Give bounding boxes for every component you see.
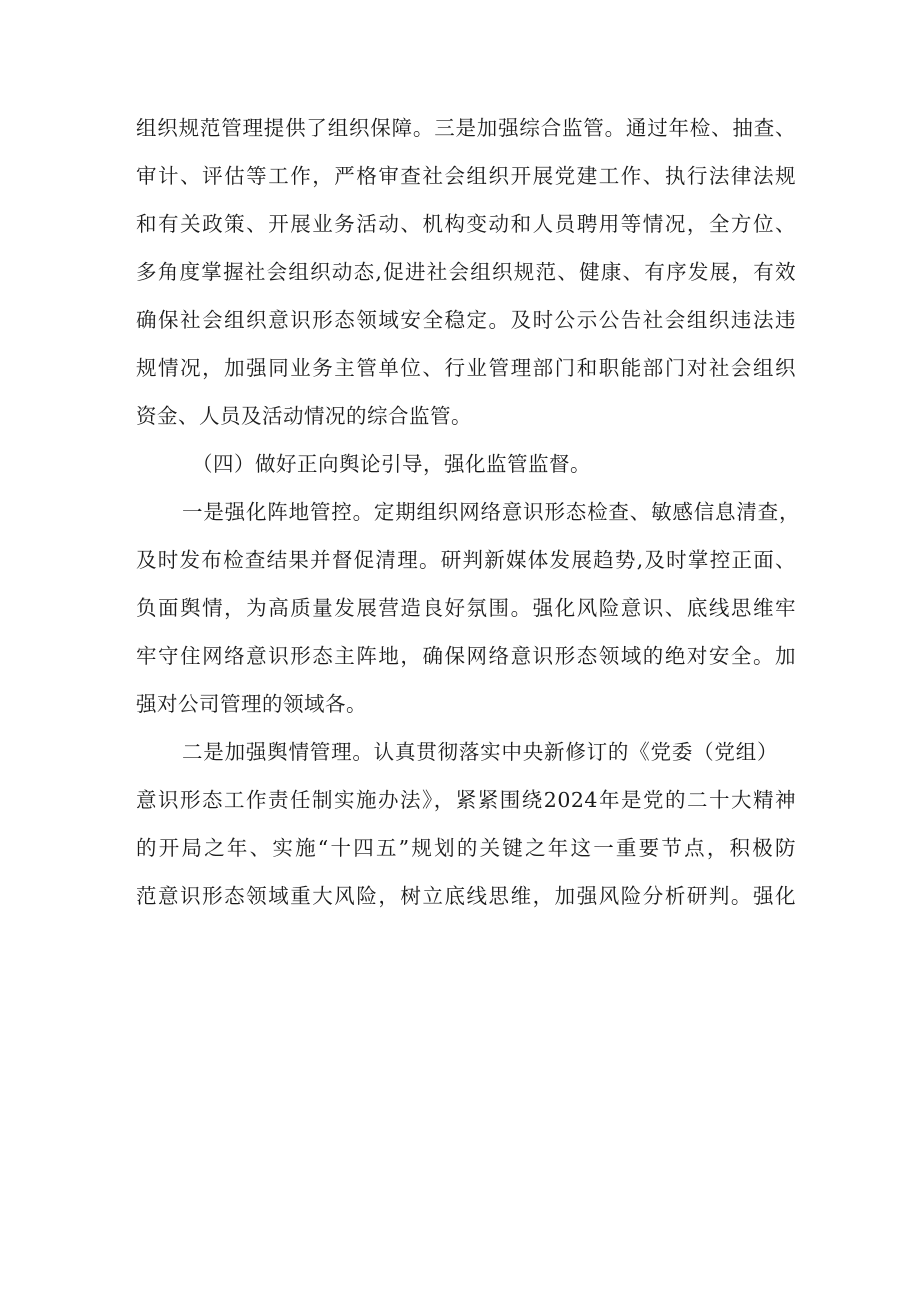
paragraph-line: 二是加强舆情管理。认真贯彻落实中央新修订的《党委（党组） bbox=[182, 740, 778, 764]
paragraph-line: 牢守住网络意识形态主阵地，确保网络意识形态领域的绝对安全。加 bbox=[136, 644, 796, 668]
paragraph-line: 组织规范管理提供了组织保障。三是加强综合监管。通过年检、抽查、 bbox=[136, 116, 796, 140]
paragraph-line: 的开局之年、实施“十四五”规划的关键之年这一重要节点，积极防 bbox=[136, 836, 796, 860]
paragraph-line: 强对公司管理的领域各。 bbox=[136, 692, 367, 716]
paragraph-line: 审计、评估等工作，严格审查社会组织开展党建工作、执行法律法规 bbox=[136, 164, 796, 188]
paragraph-line: 范意识形态领域重大风险，树立底线思维，加强风险分析研判。强化 bbox=[136, 884, 796, 908]
section-subheading: （四）做好正向舆论引导，强化监管监督。 bbox=[192, 452, 591, 476]
paragraph-line: 意识形态工作责任制实施办法》，紧紧围绕2024年是党的二十大精神 bbox=[136, 788, 796, 812]
paragraph-line: 一是强化阵地管控。定期组织网络意识形态检查、敏感信息清查， bbox=[182, 500, 800, 524]
paragraph-line: 多角度掌握社会组织动态,促进社会组织规范、健康、有序发展，有效 bbox=[136, 260, 796, 284]
paragraph-line: 确保社会组织意识形态领域安全稳定。及时公示公告社会组织违法违 bbox=[136, 308, 796, 332]
paragraph-line: 及时发布检查结果并督促清理。研判新媒体发展趋势,及时掌控正面、 bbox=[136, 548, 796, 572]
paragraph-line: 规情况，加强同业务主管单位、行业管理部门和职能部门对社会组织 bbox=[136, 356, 796, 380]
paragraph-line: 和有关政策、开展业务活动、机构变动和人员聘用等情况，全方位、 bbox=[136, 212, 796, 236]
paragraph-line: 资金、人员及活动情况的综合监管。 bbox=[136, 404, 472, 428]
paragraph-line: 负面舆情，为高质量发展营造良好氛围。强化风险意识、底线思维牢 bbox=[136, 596, 796, 620]
